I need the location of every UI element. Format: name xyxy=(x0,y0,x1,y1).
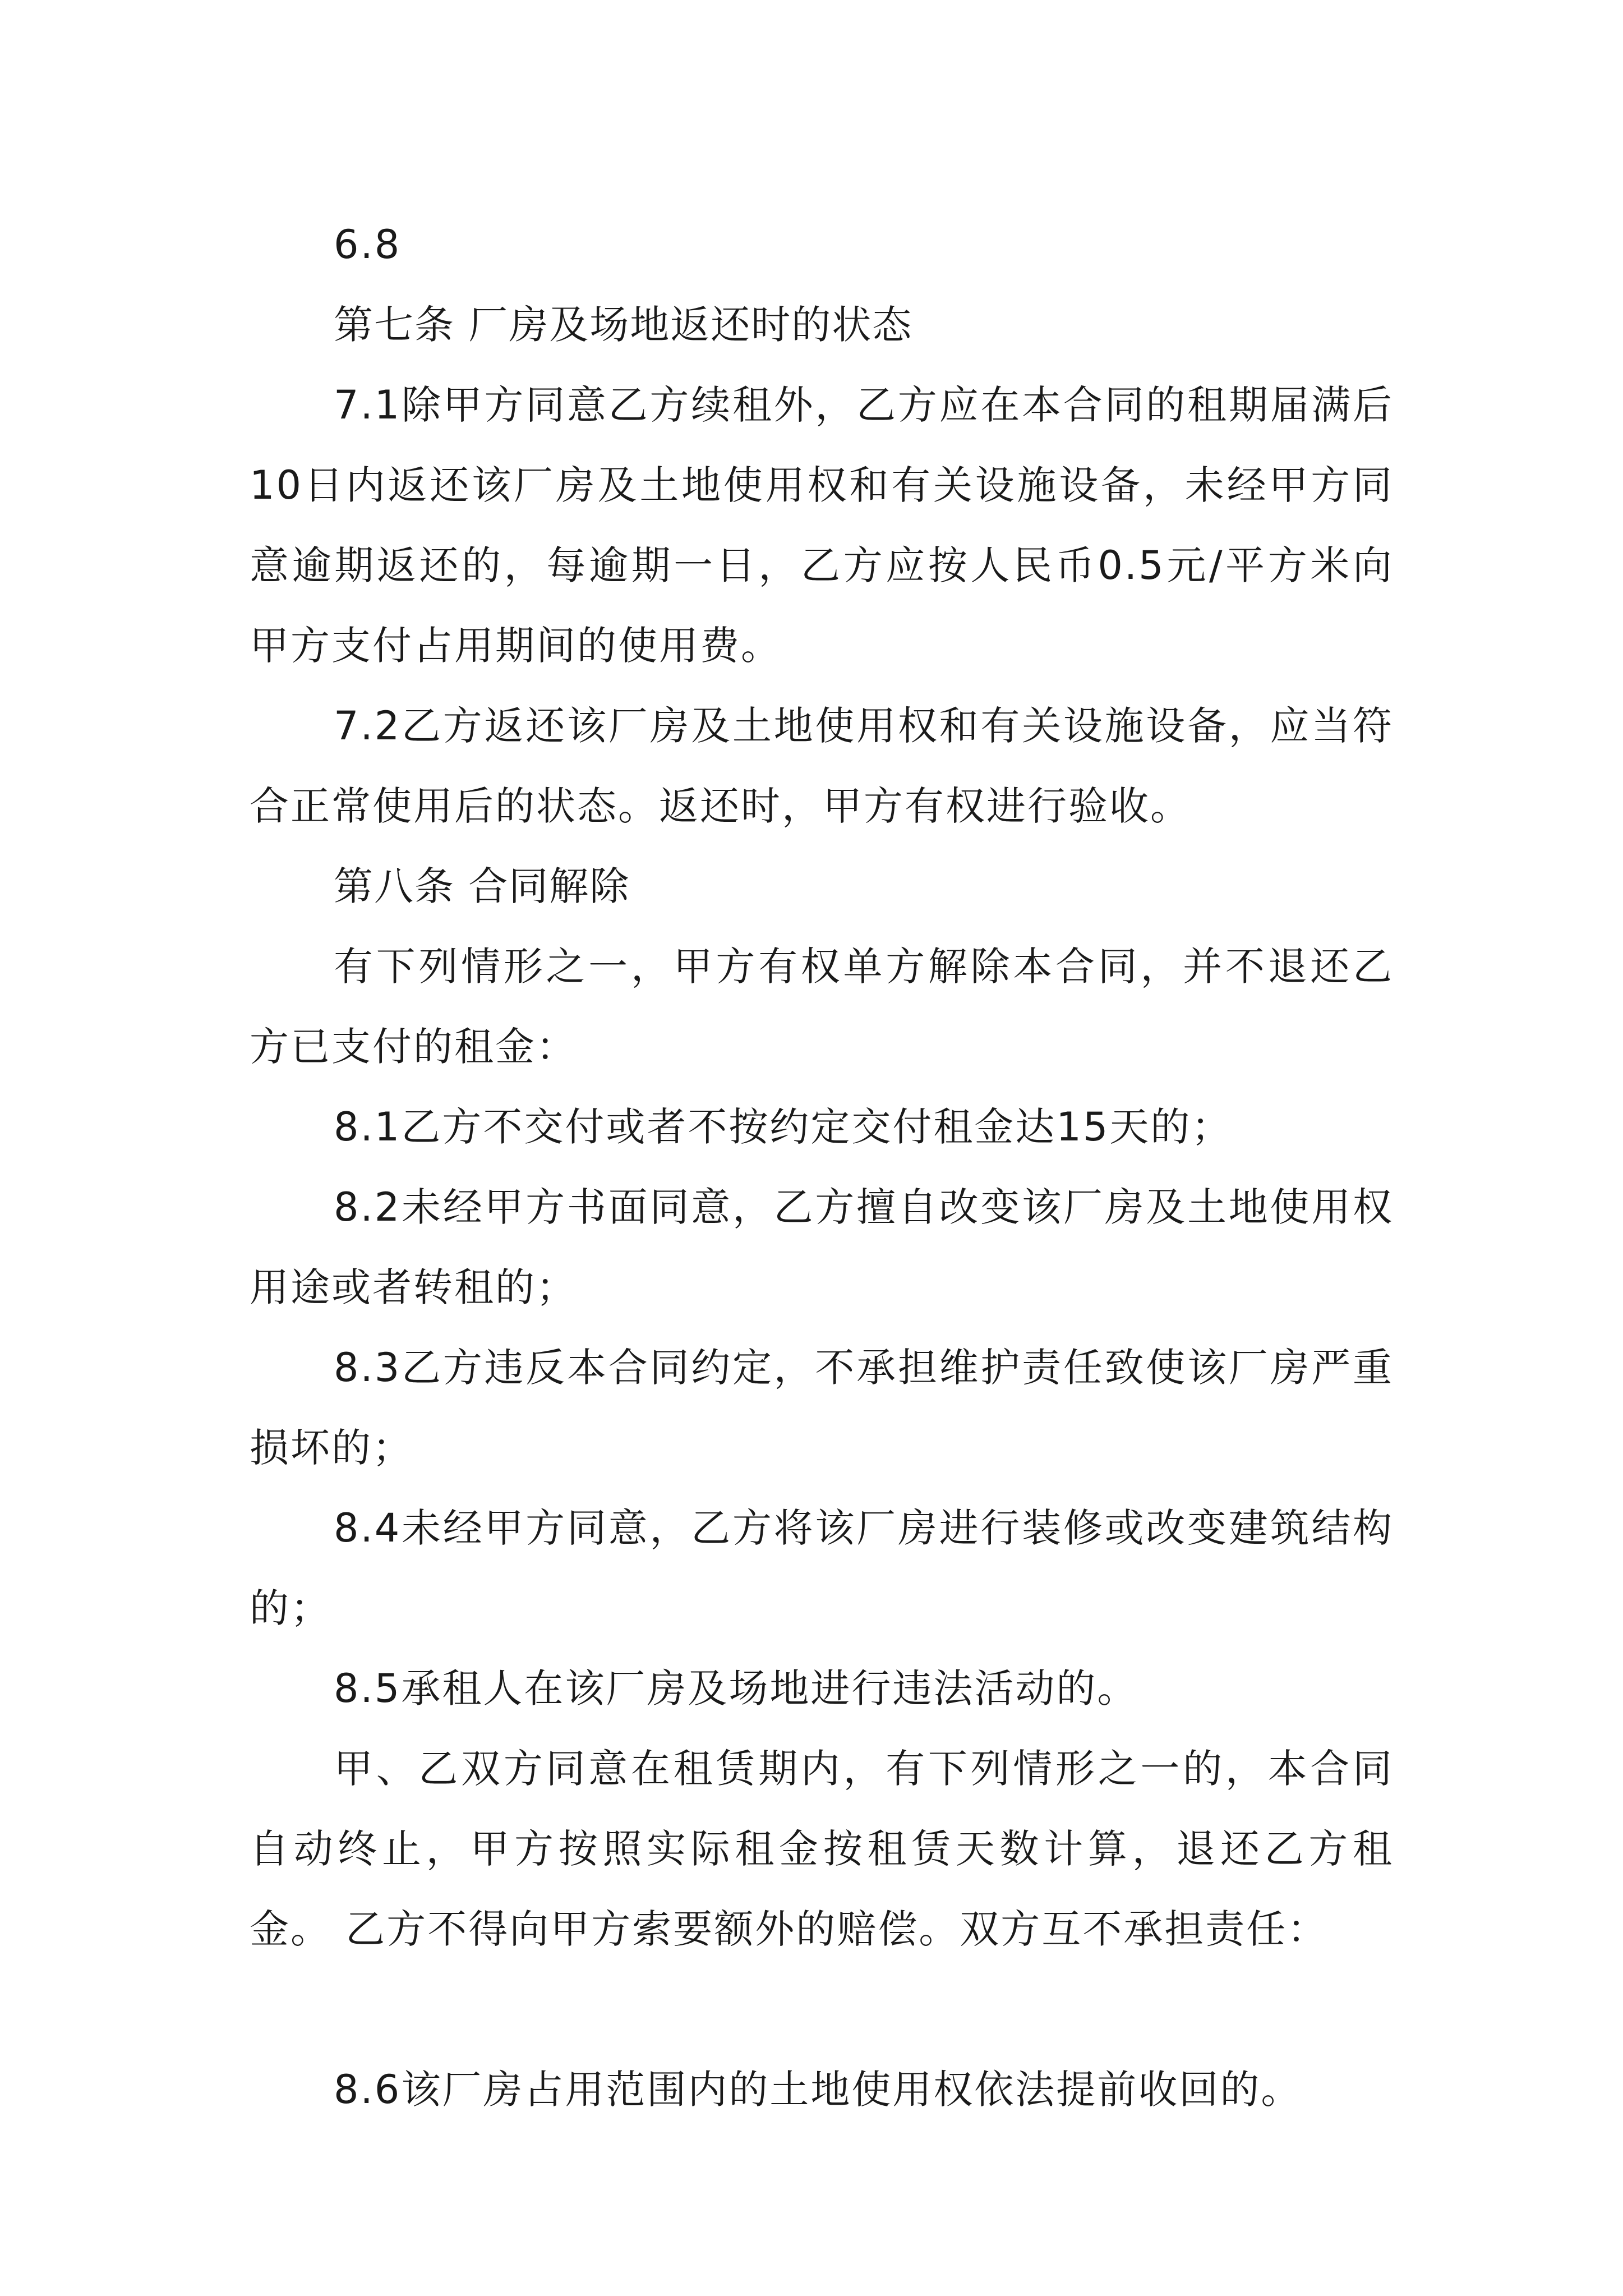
heading-article-7: 第七条 厂房及场地返还时的状态 xyxy=(334,302,913,348)
paragraph-6-8: 6.8 xyxy=(334,222,402,268)
paragraph-8-2: 8.2未经甲方书面同意，乙方擅自改变该厂房及土地使用权用途或者转租的； xyxy=(250,1184,1394,1310)
paragraph-8-4: 8.4未经甲方同意，乙方将该厂房进行装修或改变建筑结构的； xyxy=(250,1505,1394,1631)
heading-article-8: 第八条 合同解除 xyxy=(334,863,630,909)
paragraph-7-1: 7.1除甲方同意乙方续租外，乙方应在本合同的租期届满后10日内返还该厂房及土地使用权和有关设施设备，未经甲方同意逾期返还的，每逾期一日，乙方应按人民币0.5元/平方米向甲方支付占用期间的使用费。 xyxy=(250,382,1394,669)
paragraph-auto-termination: 甲、乙双方同意在租赁期内，有下列情形之一的，本合同自动终止，甲方按照实际租金按租赁天数计算，退还乙方租金。 乙方不得向甲方索要额外的赔偿。双方互不承担责任： xyxy=(250,1746,1394,1952)
paragraph-8-3: 8.3乙方违反本合同约定，不承担维护责任致使该厂房严重损坏的； xyxy=(250,1345,1394,1471)
paragraph-7-2: 7.2乙方返还该厂房及土地使用权和有关设施设备，应当符合正常使用后的状态。返还时，甲方有权进行验收。 xyxy=(250,703,1394,829)
paragraph-8-5: 8.5承租人在该厂房及场地进行违法活动的。 xyxy=(334,1665,1138,1711)
paragraph-termination-intro: 有下列情形之一，甲方有权单方解除本合同，并不退还乙方已支付的租金： xyxy=(250,944,1394,1070)
paragraph-8-6: 8.6该厂房占用范围内的土地使用权依法提前收回的。 xyxy=(334,2067,1302,2113)
paragraph-8-1: 8.1乙方不交付或者不按约定交付租金达15天的； xyxy=(334,1104,1233,1150)
